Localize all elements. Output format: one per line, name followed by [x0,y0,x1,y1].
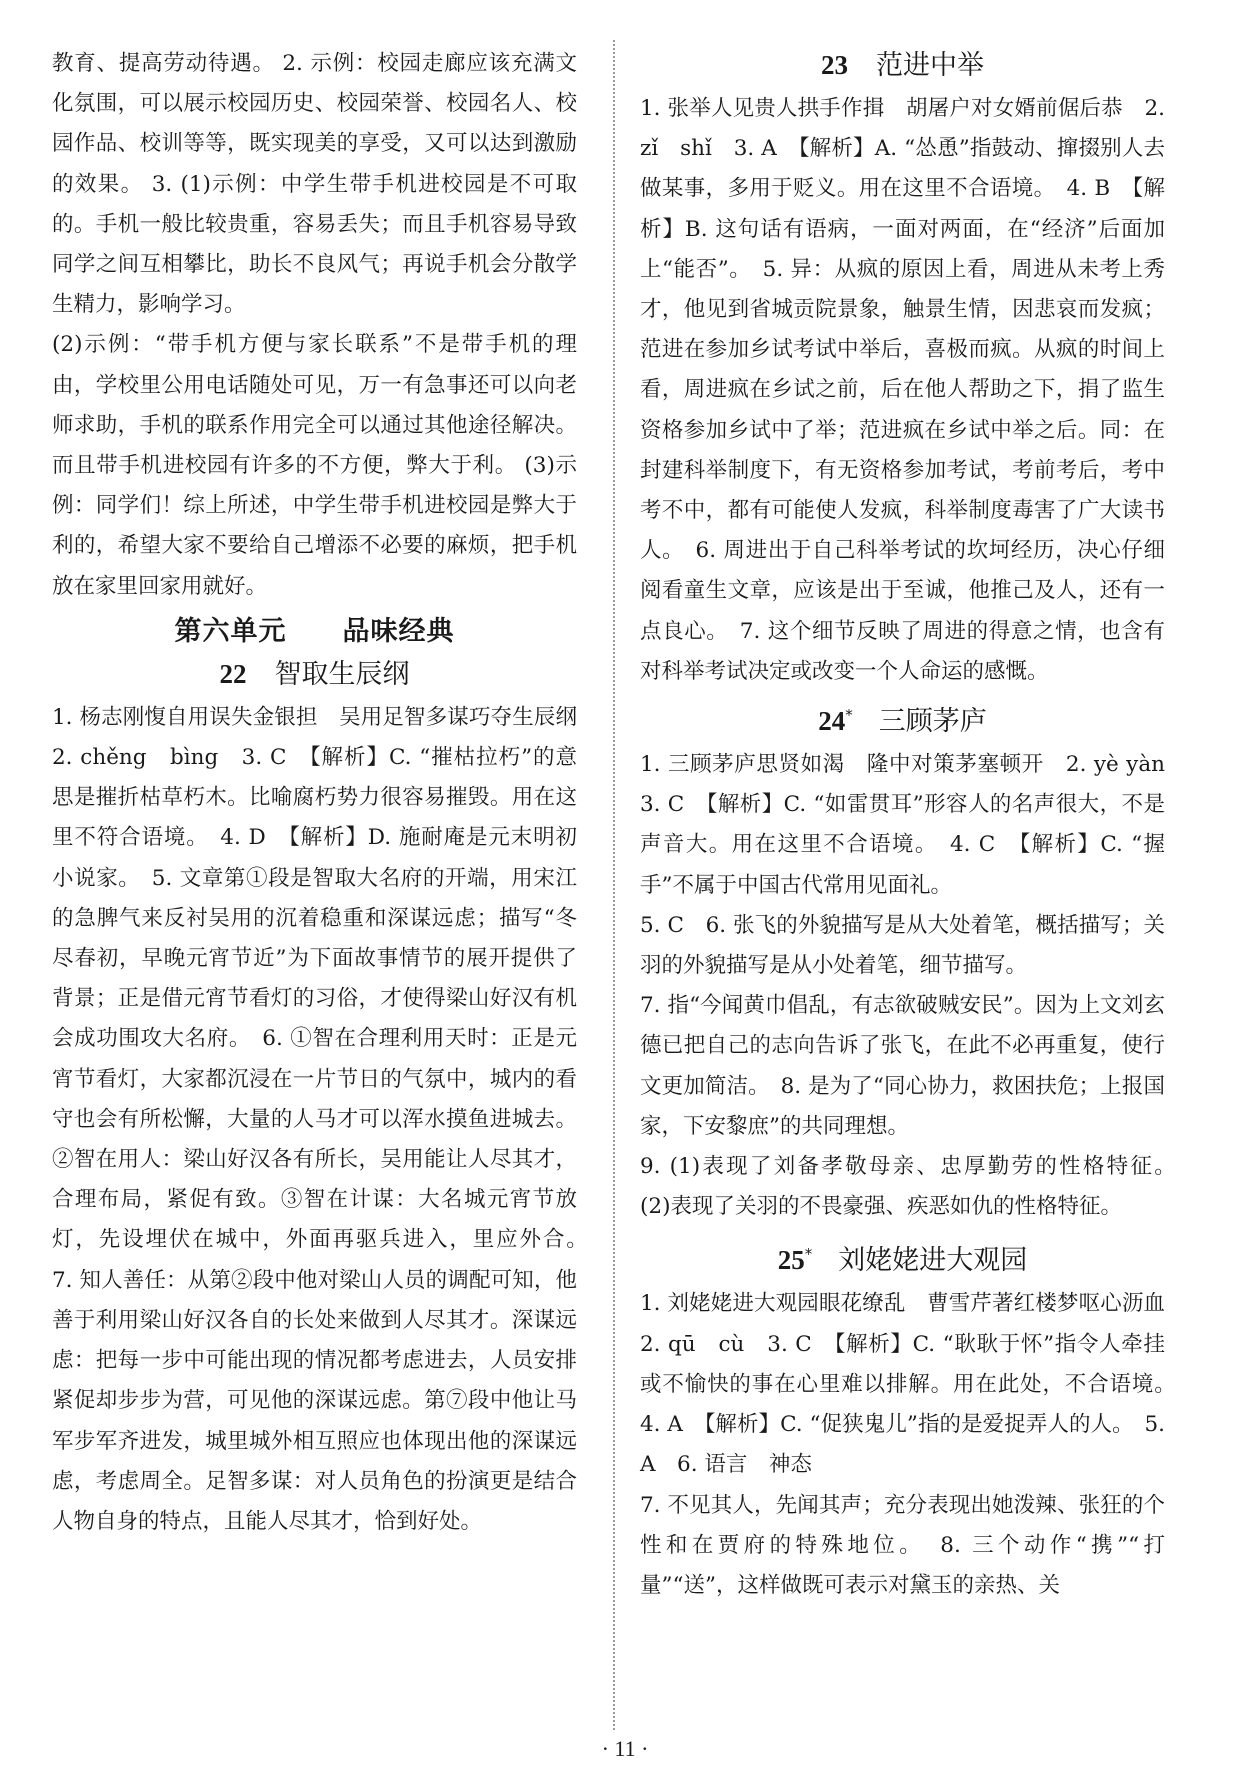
lesson-25-star: * [804,1245,813,1264]
lesson-22-heading [52,651,577,698]
lesson-22-answers: 1. 杨志刚愎自用误失金银担 吴用足智多谋巧夺生辰纲 2. chěng bìng 3. C 【解析】C. “摧枯拉朽”的意思是摧折枯草朽木。比喻腐朽势力很容易摧毁。用在这里不符合语境。 4. D 【解析】D. 施耐庵是元末明初小说家。 5. 文章第①段是智取大名府的开端，用宋江的急脾气来反衬吴用的沉着稳重和深谋远虑；描写“冬尽春初，早晚元宵节近”为下面故事情节的展开提供了背景；正是借元宵节看灯的习俗，才使得梁山好汉有机会成功围攻大名府。 6. ①智在合理利用天时：正是元宵节看灯，大家都沉浸在一片节日的气氛中，城内的看守也会有所松懈，大量的人马才可以浑水摸鱼进城去。②智在用人：梁山好汉各有所长，吴用能让人尽其才，合理布局，紧促有致。③智在计谋：大名城元宵节放灯，先设埋伏在城中，外面再驱兵进入，里应外合。 7. 知人善任：从第②段中他对梁山人员的调配可知，他善于利用梁山好汉各自的长处来做到人尽其才。深谋远虑：把每一步中可能出现的情况都考虑进去，人员安排紧促却步步为营，可见他的深谋远虑。第⑦段中他让马军步军齐进发，城里城外相互照应也体现出他的深谋远虑，考虑周全。足智多谋：对人员角色的扮演更是结合人物自身的特点，且能人尽其才，恰到好处。 [52,704,599,1534]
lesson-22-title: 智取生辰纲 [274,658,410,690]
lesson-25-answers-1: 1. 刘姥姥进大观园眼花缭乱 曹雪芹著红楼梦呕心沥血 2. qū cù 3. C 【解析】C. “耿耿于怀”指令人牵挂或不愉快的事在心里难以排解。用在此处，不合语境。 4. A 【解析】C. “促狭鬼儿”指的是爱捉弄人的人。 5. A 6. 语言 神态 [640,1291,1187,1478]
lesson-25-answers-2: 7. 不见其人，先闻其声；充分表现出她泼辣、张狂的个性和在贾府的特殊地位。 8. 三个动作“携”“打量”“送”，这样做既可表示对黛玉的亲热、关 [640,1492,1165,1598]
lesson-23-number: 23 [821,50,848,80]
column-divider [613,40,615,1730]
answer-paragraph-intro-2: (2)示例：“带手机方便与家长联系”不是带手机的理由，学校里公用电话随处可见，万一有急事还可以向老师求助，手机的联系作用完全可以通过其他途径解决。而且带手机进校园有许多的不方便，弊大于利。 (3)示例：同学们！综上所述，中学生带手机进校园是弊大于利的，希望大家不要给自己增添不必要的麻烦，把手机放在家里回家用就好。 [52,332,577,599]
lesson-24-answers-1: 1. 三顾茅庐思贤如渴 隆中对策茅塞顿开 2. yè yàn 3. C 【解析】C. “如雷贯耳”形容人的名声很大，不是声音大。用在这里不合语境。 4. C 【解析】C. “握手”不属于中国古代常用见面礼。 [640,752,1187,898]
lesson-24-title: 三顾茅庐 [878,706,987,738]
lesson-25-number: 25 [777,1245,805,1276]
lesson-24-answers-2: 5. C 6. 张飞的外貌描写是从大处着笔，概括描写；关羽的外貌描写是从小处着笔，细节描写。 [640,912,1165,979]
lesson-24-star: * [845,706,853,725]
lesson-24-number: 24 [818,706,846,737]
answer-paragraph-intro: 教育、提高劳动待遇。 2. 示例：校园走廊应该充满文化氛围，可以展示校园历史、校园荣誉、校园名人、校园作品、校训等等，既实现美的享受，又可以达到激励的效果。 3. (1)示例：中学生带手机进校园是不可取的。手机一般比较贵重，容易丢失；而且手机容易导致同学之间互相攀比，助长不良风气；再说手机会分散学生精力，影响学习。 [52,51,577,318]
lesson-23-title: 范进中举 [876,50,984,81]
lesson-23-heading [640,42,1165,89]
lesson-22-number: 22 [219,658,247,689]
lesson-25-heading [640,1231,1165,1284]
lesson-24-heading [640,692,1165,745]
left-column [52,44,599,1542]
lesson-23-answers: 1. 张举人见贵人拱手作揖 胡屠户对女婿前倨后恭 2. zǐ shǐ 3. A 【解析】A. “怂恿”指鼓动、撺掇别人去做某事，多用于贬义。用在这里不合语境。 4. B 【解析】B. 这句话有语病，一面对两面，在“经济”后面加上“能否”。 5. 异：从疯的原因上看，周进从未考上秀才，他见到省城贡院景象，触景生情，因悲哀而发疯；范进在参加乡试考试中举后，喜极而疯。从疯的时间上看，周进疯在乡试之前，后在他人帮助之下，捐了监生资格参加乡试中了举；范进疯在乡试中举之后。同：在封建科举制度下，有无资格参加考试，考前考后，考中考不中，都有可能使人发疯，科举制度毒害了广大读书人。 6. 周进出于自己科举考试的坎坷经历，决心仔细阅看童生文章，应该是出于至诚，他推己及人，还有一点良心。 7. 这个细节反映了周进的得意之情，也含有对科举考试决定或改变一个人命运的感慨。 [640,96,1165,684]
page-number: · 11 · [601,1736,649,1761]
lesson-24-answers-4: 9. (1)表现了刘备孝敬母亲、忠厚勤劳的性格特征。 (2)表现了关羽的不畏豪强、疾恶如仇的性格特征。 [640,1154,1187,1220]
lesson-24-answers-3: 7. 指“今闻黄巾倡乱，有志欲破贼安民”。因为上文刘玄德已把自己的志向告诉了张飞，在此不必再重复，使行文更加简洁。 8. 是为了“同心协力，救困扶危；上报国家，下安黎庶”的共同理想。 [640,993,1165,1139]
right-column [640,44,1187,1606]
unit-title: 第六单元 品味经典 [174,615,455,647]
lesson-25-title: 刘姥姥进大观园 [838,1245,1028,1277]
